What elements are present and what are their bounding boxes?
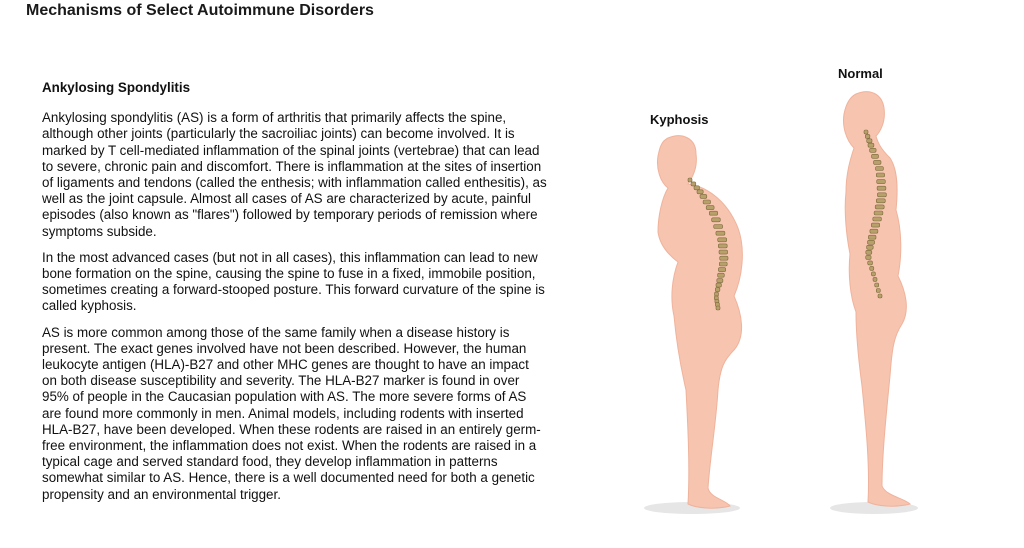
article-paragraph-3: AS is more common among those of the same family when a disease history is present. The exact genes involved have not been described. However, the human leukocyte antigen (HLA)-B27 and other MHC genes are thought to have an impact on both disease susceptibility and severity. The HLA-B27 marker is found in over 95% of people in the Caucasian population with AS. The more severe forms of AS are found more commonly in men. Animal models, including rodents with inserted HLA-B27, have been developed. When these rodents are raised in an entirely germ-free environment, the inflammation does not exist. When the rodents are raised in a typical cage and served standard food, they develop inflammation in patterns somewhat similar to AS. Hence, there is a well documented need for both a genetic propensity and an environmental trigger. (42, 324, 541, 502)
vertebra (694, 186, 700, 190)
vertebra (717, 279, 723, 283)
vertebra (709, 211, 717, 215)
vertebra (719, 250, 728, 254)
vertebra (877, 186, 886, 190)
vertebra (715, 292, 719, 296)
vertebra (866, 250, 872, 254)
vertebra (700, 194, 707, 198)
vertebra (872, 154, 879, 158)
vertebra (867, 245, 874, 249)
vertebra (868, 235, 876, 239)
vertebra (875, 205, 884, 209)
vertebra (871, 272, 875, 276)
vertebra (874, 211, 883, 215)
normal-body (843, 92, 910, 506)
vertebra (718, 238, 727, 242)
vertebra (876, 173, 884, 177)
vertebra (706, 206, 714, 210)
vertebra (691, 182, 696, 186)
article-paragraph-2: In the most advanced cases (but not in all cases), this inflammation can lead to new bone formation on the spine, causing the spine to fuse in a fixed, immobile position, sometimes creating a forward-stooped posture. This forward curvature of the spine is called kyphosis. (42, 249, 545, 314)
vertebra (688, 178, 692, 182)
vertebra (873, 217, 882, 221)
vertebra (865, 134, 870, 138)
vertebra (718, 244, 727, 248)
article (42, 80, 547, 513)
vertebra (876, 289, 880, 293)
vertebra (716, 283, 721, 287)
normal-label: Normal (838, 66, 883, 81)
vertebra (873, 277, 877, 281)
article-heading: Ankylosing Spondylitis (42, 80, 191, 95)
vertebra (697, 190, 703, 194)
article-paragraph-1: Ankylosing spondylitis (AS) is a form of arthritis that primarily affects the spine, although other joints (particularly the sacroiliac joints) can become involved. It is marked by T cell-mediated inflammation of the spinal joints (vertebrae) that can lead to severe, chronic pain and discomfort. There is inflammation at the sites of insertion of ligaments and tendons (called the enthesis; with inflammation called enthesitis), as well as the joint capsule. Almost all cases of AS are characterized by acute, painful episodes (also known as "flares") followed by temporary periods of remission where symptoms subside. (42, 110, 547, 239)
kyphosis-label: Kyphosis (650, 112, 709, 127)
vertebra (875, 283, 879, 287)
vertebra (715, 288, 720, 292)
vertebra (871, 223, 879, 227)
vertebra (866, 255, 871, 259)
vertebra (714, 225, 723, 229)
vertebra (877, 180, 886, 184)
vertebra (712, 218, 721, 222)
vertebra (874, 160, 882, 164)
vertebra (876, 167, 884, 171)
vertebra (716, 231, 725, 235)
vertebra (868, 143, 874, 147)
vertebra (876, 199, 885, 203)
vertebra (867, 139, 872, 143)
vertebra (716, 306, 720, 310)
vertebra (877, 193, 886, 197)
vertebra (718, 273, 725, 277)
vertebra (870, 229, 878, 233)
vertebra (703, 200, 710, 204)
vertebra (718, 268, 725, 272)
vertebra (868, 261, 873, 265)
vertebra (719, 262, 727, 266)
page-title: Mechanisms of Select Autoimmune Disorders (26, 2, 374, 19)
vertebra (864, 130, 868, 134)
vertebra (878, 294, 882, 298)
kyphosis-figure (630, 128, 760, 518)
vertebra (870, 266, 874, 270)
vertebra (870, 148, 877, 152)
vertebra (868, 240, 875, 244)
vertebra (720, 256, 728, 260)
normal-figure (820, 86, 930, 518)
